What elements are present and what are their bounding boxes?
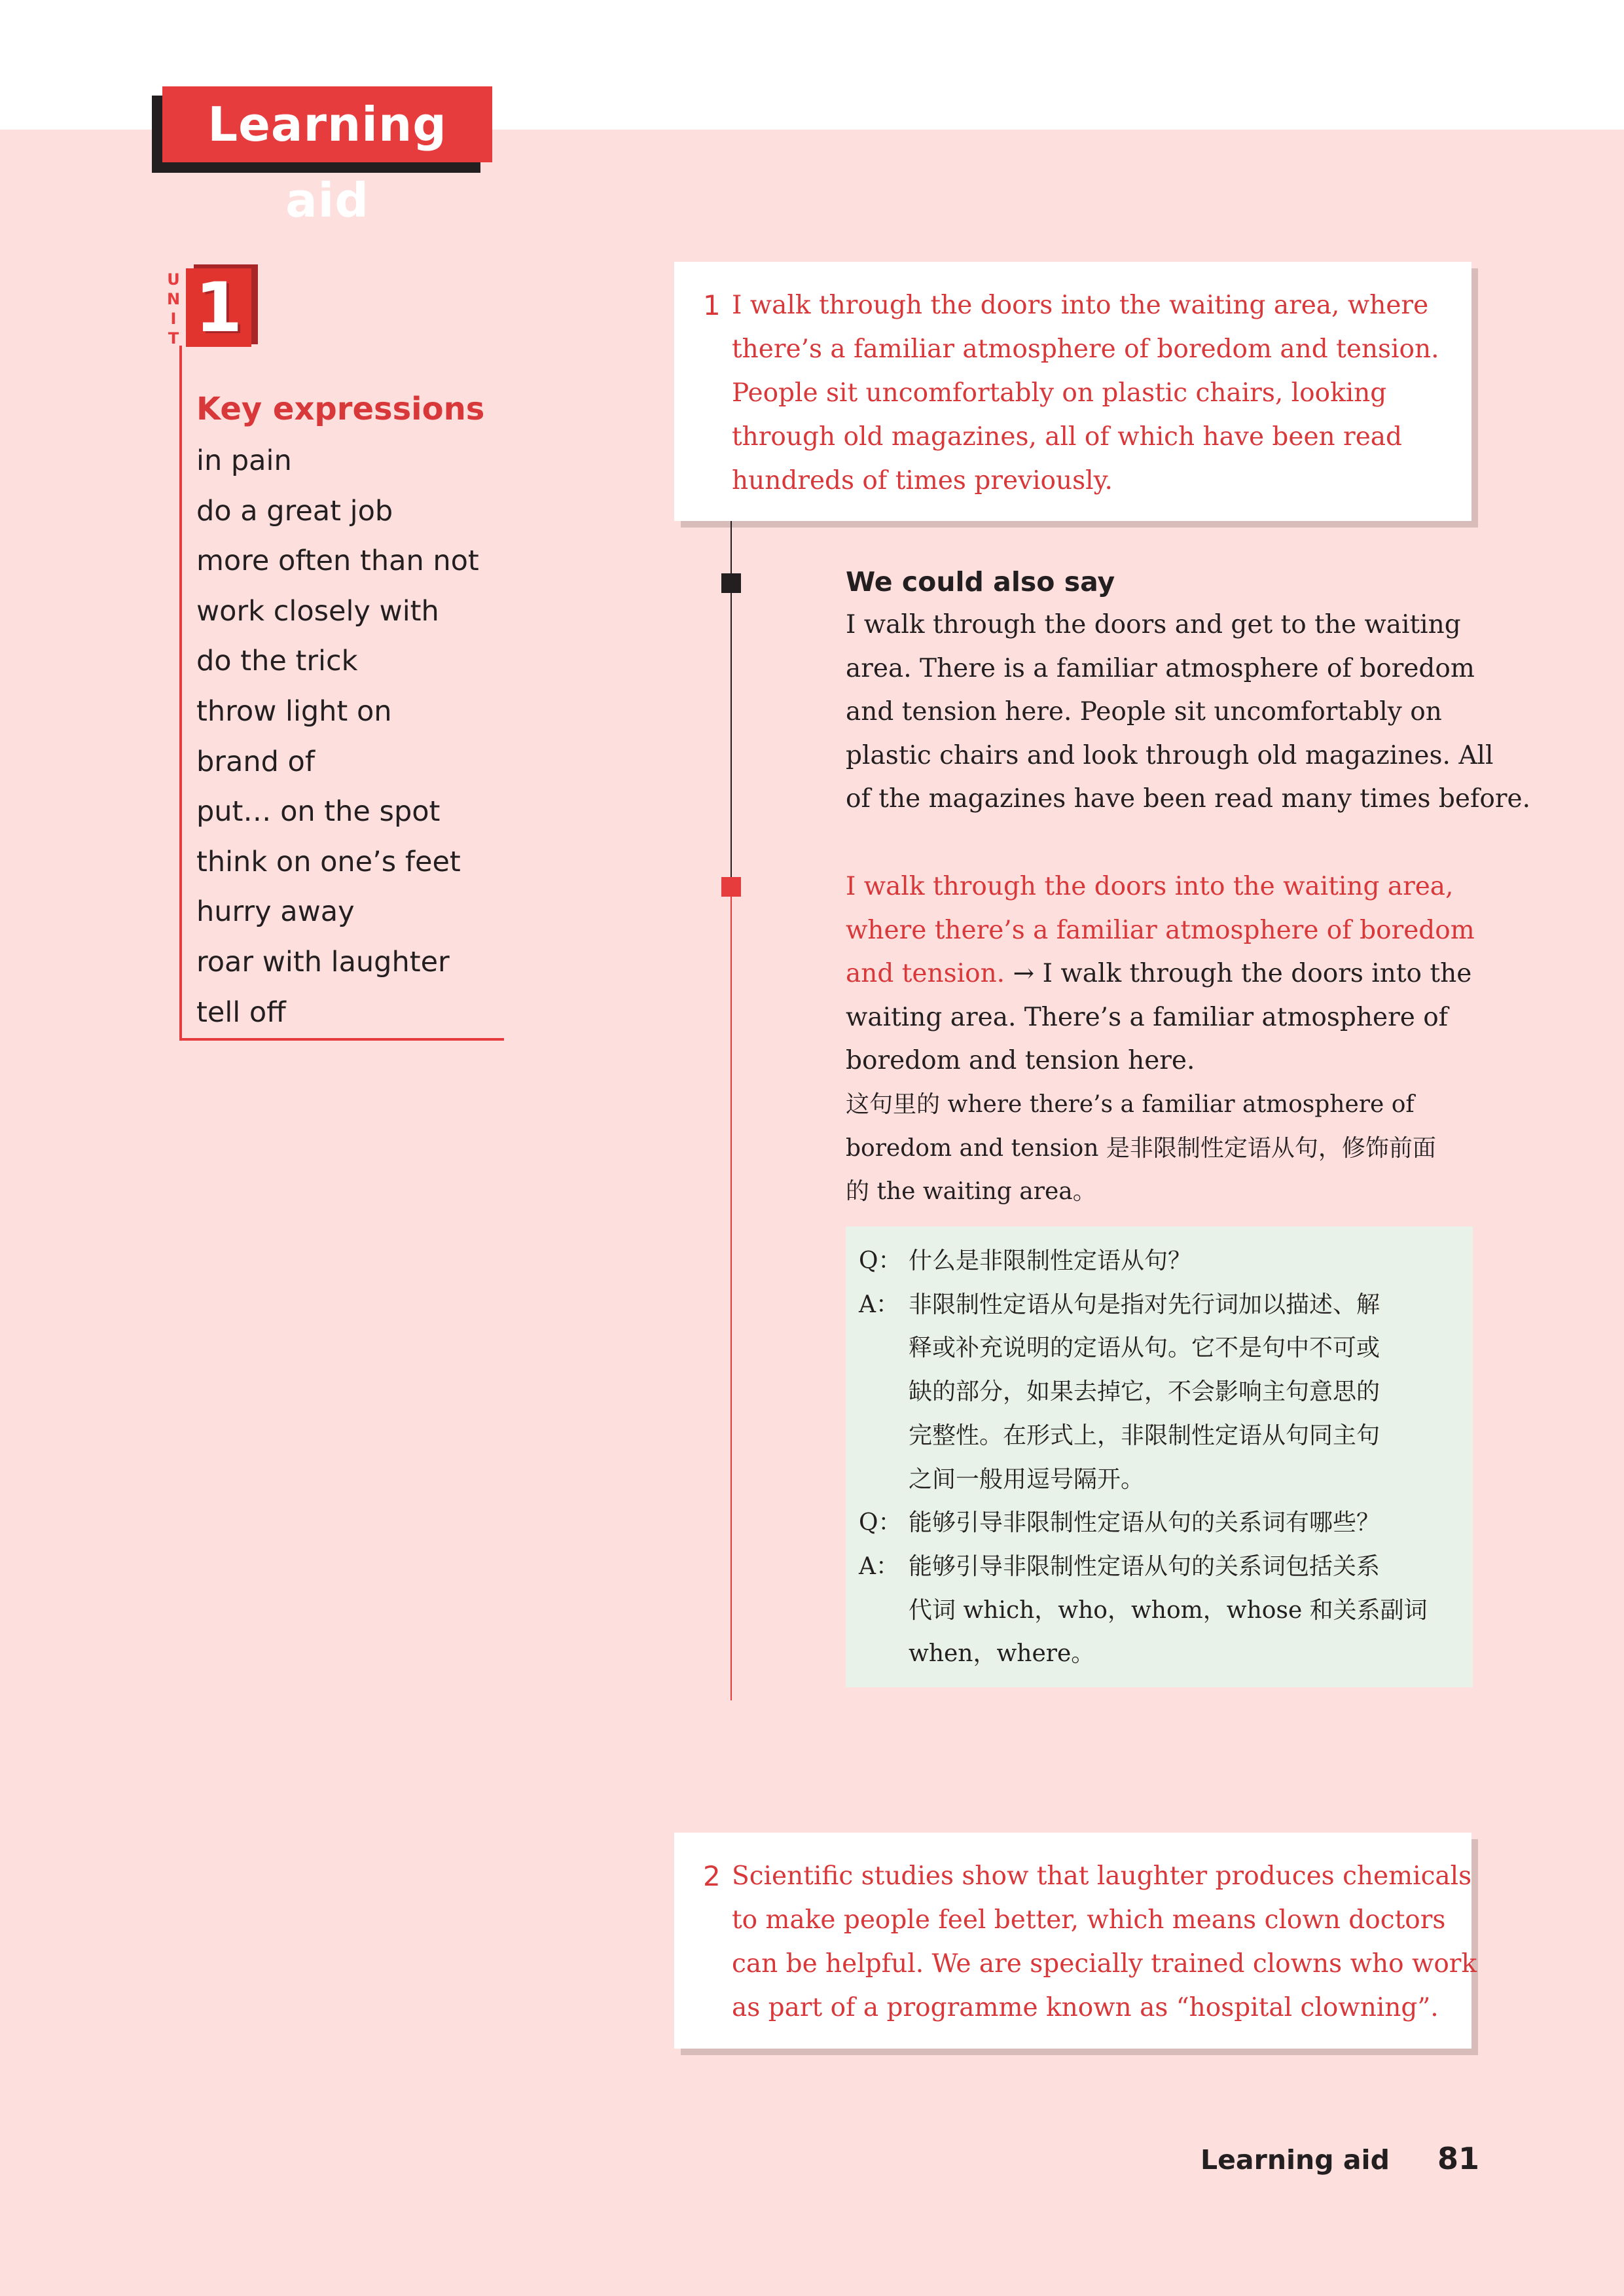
unit-letter: I — [170, 310, 177, 328]
qa-line: 能够引导非限制性定语从句的关系词包括关系 — [909, 1552, 1380, 1580]
sentence-line: through old magazines, all of which have been read — [732, 422, 1402, 452]
unit-number-badge: 1 — [186, 268, 251, 347]
sentence-line: Scientific studies show that laughter produces chemicals — [732, 1861, 1472, 1891]
key-expression-item: do the trick — [196, 645, 358, 678]
qa-line: 完整性。在形式上，非限制性定语从句同主句 — [909, 1422, 1380, 1449]
sentence-line: People sit uncomfortably on plastic chairs, looking — [732, 378, 1387, 408]
key-expression-item: hurry away — [196, 895, 355, 929]
unit-letter: T — [168, 329, 179, 348]
key-expression-item: more often than not — [196, 545, 479, 578]
sentence-line: to make people feel better, which means clown doctors — [732, 1905, 1446, 1935]
qa-label: Q： — [859, 1509, 902, 1537]
footer-section-label: Learning aid — [1200, 2144, 1390, 2176]
key-expression-item: brand of — [196, 745, 315, 778]
explanation-red-line: where there’s a familiar atmosphere of boredom — [846, 915, 1475, 945]
key-expressions-border-left — [179, 346, 182, 1041]
also-say-line: plastic chairs and look through old magazines. All — [846, 740, 1494, 770]
key-expressions-title: Key expressions — [196, 391, 485, 427]
explanation-mixed-line — [846, 952, 1487, 996]
qa-line: 释或补充说明的定语从句。它不是句中不可或 — [909, 1335, 1380, 1362]
qa-line: 什么是非限制性定语从句？ — [909, 1247, 1192, 1274]
key-expression-item: put… on the spot — [196, 795, 441, 829]
explanation-red-line: I walk through the doors into the waiting area, — [846, 872, 1454, 901]
explanation-rewrite-fragment: → I walk through the doors into the — [1005, 959, 1472, 989]
qa-question — [859, 1501, 1468, 1545]
sentence-line: can be helpful. We are specially trained clowns who work — [732, 1949, 1477, 1979]
also-say-line: area. There is a familiar atmosphere of boredom — [846, 653, 1475, 683]
page-number: 81 — [1437, 2141, 1480, 2176]
explanation-text — [846, 865, 1487, 1214]
unit-letter: N — [166, 290, 181, 308]
sentence-line: there’s a familiar atmosphere of boredom and tension. — [732, 334, 1439, 364]
key-expression-item: roar with laughter — [196, 945, 450, 978]
timeline-marker-red — [721, 877, 741, 897]
header-tag: Learning aid — [162, 86, 492, 162]
key-expression-item: throw light on — [196, 694, 392, 728]
also-say-text — [846, 603, 1530, 821]
sentence-card-2 — [674, 1833, 1477, 2049]
explanation-line: boredom and tension here. — [846, 1046, 1195, 1076]
sentence-number: 2 — [703, 1860, 721, 1892]
explanation-red-fragment: and tension. — [846, 959, 1005, 989]
qa-line: 非限制性定语从句是指对先行词加以描述、解 — [909, 1291, 1380, 1318]
qa-label: A： — [859, 1291, 899, 1318]
sentence-text — [732, 283, 1452, 503]
explanation-cn-line: boredom and tension 是非限制性定语从句，修饰前面 — [846, 1134, 1436, 1162]
also-say-title: We could also say — [846, 566, 1115, 598]
unit-label — [164, 270, 183, 348]
key-expression-item: think on one’s feet — [196, 845, 461, 878]
qa-line: 缺的部分，如果去掉它，不会影响主句意思的 — [909, 1378, 1380, 1406]
key-expression-item: work closely with — [196, 594, 439, 628]
sentence-line: as part of a programme known as “hospital clowning”. — [732, 1993, 1439, 2022]
sentence-line: I walk through the doors into the waiting area, where — [732, 291, 1429, 320]
explanation-cn-line: 这句里的 where there’s a familiar atmosphere of — [846, 1090, 1415, 1118]
explanation-cn-line: 的 the waiting area。 — [846, 1178, 1096, 1206]
unit-letter: U — [167, 270, 180, 289]
explanation-line: waiting area. There’s a familiar atmosphere of — [846, 1002, 1449, 1032]
key-expressions-border-bottom — [179, 1038, 504, 1041]
sentence-card-1 — [674, 262, 1471, 521]
sentence-number: 1 — [703, 289, 721, 321]
qa-line: 之间一般用逗号隔开。 — [909, 1465, 1145, 1493]
also-say-line: of the magazines have been read many times before. — [846, 784, 1530, 814]
qa-line: when，where。 — [909, 1640, 1095, 1668]
qa-answer — [859, 1545, 1468, 1676]
qa-question — [859, 1240, 1468, 1283]
key-expression-item: tell off — [196, 996, 286, 1029]
qa-list — [859, 1240, 1468, 1676]
key-expression-item: do a great job — [196, 494, 393, 528]
timeline-line-red — [731, 888, 732, 1700]
qa-line: 代词 which，who，whom，whose 和关系副词 — [909, 1596, 1428, 1624]
qa-answer — [859, 1283, 1468, 1502]
sentence-text — [732, 1854, 1477, 2030]
qa-label: Q： — [859, 1247, 902, 1274]
qa-label: A： — [859, 1552, 899, 1580]
key-expressions-list — [196, 436, 479, 1037]
sentence-line: hundreds of times previously. — [732, 466, 1113, 495]
also-say-line: I walk through the doors and get to the waiting — [846, 610, 1461, 639]
key-expression-item: in pain — [196, 444, 292, 477]
qa-line: 能够引导非限制性定语从句的关系词有哪些？ — [909, 1509, 1380, 1537]
also-say-line: and tension here. People sit uncomfortably on — [846, 697, 1442, 727]
qa-box — [846, 1227, 1473, 1687]
timeline-marker-black — [721, 573, 741, 593]
